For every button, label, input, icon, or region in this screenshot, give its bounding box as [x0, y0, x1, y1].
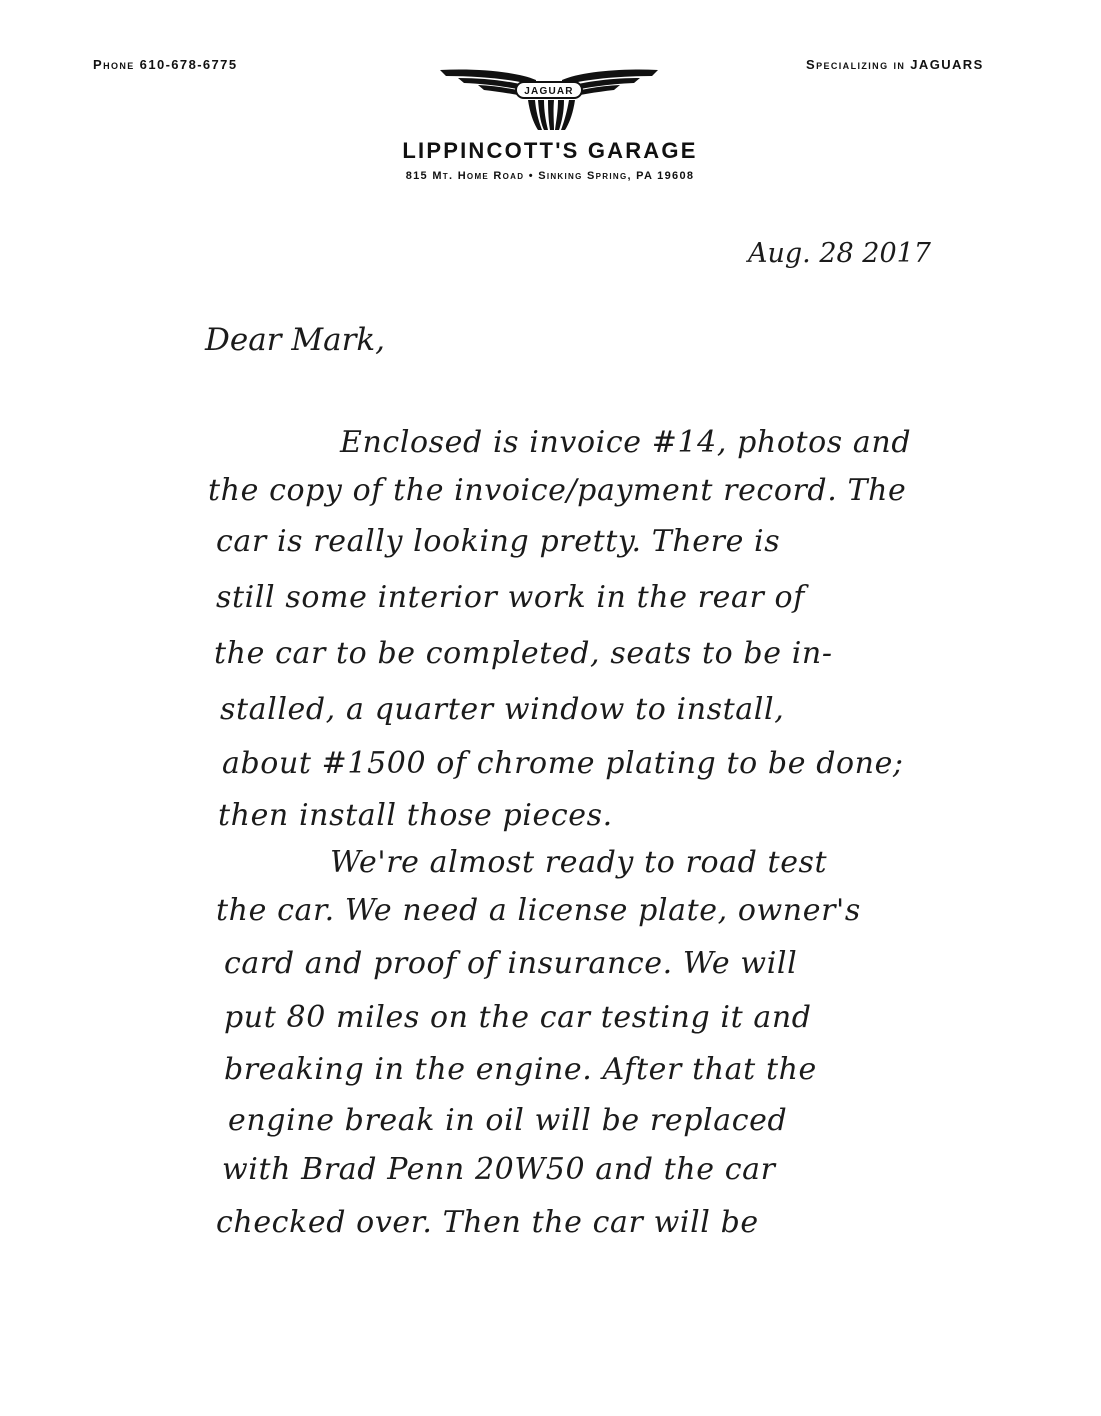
logo-text: JAGUAR — [524, 86, 574, 97]
company-name: LIPPINCOTT'S GARAGE — [402, 138, 698, 163]
letter-salutation: Dear Mark, — [205, 322, 386, 358]
letter-line: the copy of the invoice/payment record. The — [208, 473, 907, 508]
letter-line: stalled, a quarter window to install, — [220, 692, 785, 727]
letter-line: checked over. Then the car will be — [216, 1205, 759, 1240]
letter-date: Aug. 28 2017 — [748, 238, 931, 269]
letter-line: card and proof of insurance. We will — [224, 946, 798, 981]
company-address: 815 Mt. Home Road • Sinking Spring, PA 19608 — [405, 170, 695, 182]
letterhead-phone: Phone 610-678-6775 — [93, 57, 238, 72]
letter-line: with Brad Penn 20W50 and the car — [222, 1152, 776, 1187]
letter-line: We're almost ready to road test — [330, 845, 828, 880]
letter-line: engine break in oil will be replaced — [228, 1103, 788, 1138]
jaguar-winged-logo — [438, 64, 660, 134]
letter-line: car is really looking pretty. There is — [216, 524, 781, 559]
letter-line: the car. We need a license plate, owner's — [216, 893, 861, 928]
letter-line: put 80 miles on the car testing it and — [224, 1000, 812, 1035]
letter-line: the car to be completed, seats to be in- — [214, 636, 833, 671]
letter-line: about #1500 of chrome plating to be done; — [222, 746, 904, 781]
letter-line: breaking in the engine. After that the — [224, 1052, 817, 1087]
letter-line: still some interior work in the rear of — [216, 580, 805, 615]
letter-line: Enclosed is invoice #14, photos and — [340, 425, 912, 460]
letterhead-specializing: Specializing in JAGUARS — [806, 57, 984, 72]
letter-line: then install those pieces. — [218, 798, 613, 833]
